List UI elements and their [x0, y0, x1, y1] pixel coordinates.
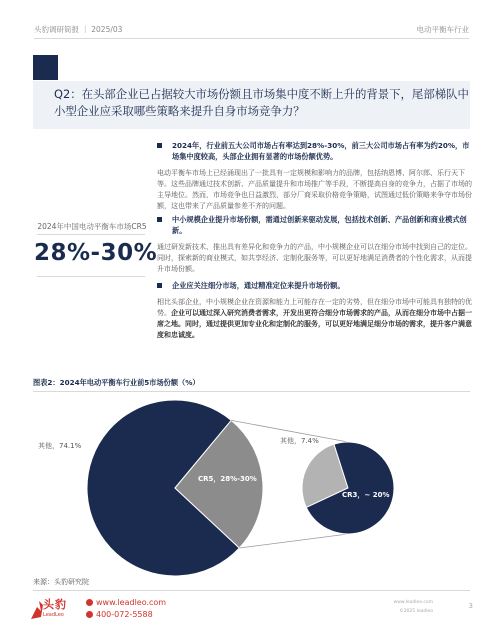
chart-title: 图表2：2024年电动平衡车行业前5市场份额（%）: [33, 378, 200, 387]
bullet-3-body-plain: 相比头部企业，中小规模企业在资源和能力上可能存在一定的劣势，但在细分市场中可能具有独特的优势。: [157, 298, 472, 317]
header-right: 电动平衡车行业: [416, 25, 469, 34]
label-detail-cr3: CR3，~ 20%: [342, 491, 390, 499]
logo-text: 头豹: [43, 598, 67, 611]
main-pie: [87, 400, 263, 576]
detail-pie: [302, 442, 394, 534]
bullet-2-title: 中小规模企业提升市场份额，需通过创新来驱动发展，包括技术创新、产品创新和商业模式创新。: [172, 215, 467, 235]
footer-right-copyright: ©2025 leadleo: [399, 609, 433, 614]
bullet-2-body: 通过研发新技术、推出具有差异化和竞争力的产品，中小规模企业可以在细分市场中找到自己的定位。同时，探索新的商业模式，如共享经济、定制化服务等，可以更好地满足消费者的个性化需求，从而提升市场份额。: [157, 243, 472, 273]
page-number: 3: [468, 602, 473, 610]
bullet-1-title: 2024年，行业前五大公司市场占有率达到28%-30%，前三大公司市场占有率为约20%，市场集中度较高，头部企业拥有显著的市场份额优势。: [172, 141, 470, 161]
footer-right-site: www.leadleo.com: [393, 600, 433, 605]
label-main-other: 其他，74.1%: [38, 442, 82, 450]
logo-subtext: LeadLeo: [43, 612, 64, 618]
phone-link[interactable]: [86, 610, 153, 619]
footer-divider: [33, 590, 470, 591]
kpi-label: 2024年中国电动平衡车市场CR5: [37, 222, 147, 231]
source-note: 来源：头豹研究院: [33, 578, 89, 586]
kpi-value: 28%-30%: [34, 240, 158, 266]
bullet-3-body-bold: 企业可以通过深入研究消费者需求，开发出更符合细分市场需求的产品，从而在细分市场中占据一席之地。同时，通过提供更加专业化和定制化的服务，可以更好地满足细分市场的需求，提升客户满意度和忠诚度。: [157, 309, 472, 339]
bullet-1-body: 电动平衡车市场上已经涌现出了一批具有一定规模和影响力的品牌，包括纳恩博、阿尔郎、乐行天下等。这些品牌通过技术创新、产品质量提升和市场推广等手段，不断提高自身的竞争力，占据了市场的主导地位。然而，市场竞争也日益激烈，部分厂商采取价格竞争策略，试图通过低价策略来争夺市场份额，这也带来了产品质量参差不齐的问题。: [157, 169, 472, 210]
label-main-cr5: CR5，28%-30%: [198, 475, 257, 483]
question-title: Q2：在头部企业已占据较大市场份额且市场集中度不断上升的背景下，尾部梯队中小型企业应采取哪些策略来提升自身市场竞争力？: [54, 87, 469, 118]
connector-line-2: [239, 534, 348, 548]
phone-text: 400-072-5588: [96, 610, 153, 619]
header-left: 头豹调研简报 ｜ 2025/03: [34, 25, 123, 34]
website-link[interactable]: [86, 598, 166, 607]
phone-icon: [86, 611, 93, 618]
globe-icon: [86, 599, 93, 606]
website-text: www.leadleo.com: [96, 598, 167, 607]
label-detail-other: 其他，7.4%: [280, 437, 319, 445]
bullet-3-title: 企业应关注细分市场，通过精准定位来提升市场份额。: [172, 281, 345, 290]
